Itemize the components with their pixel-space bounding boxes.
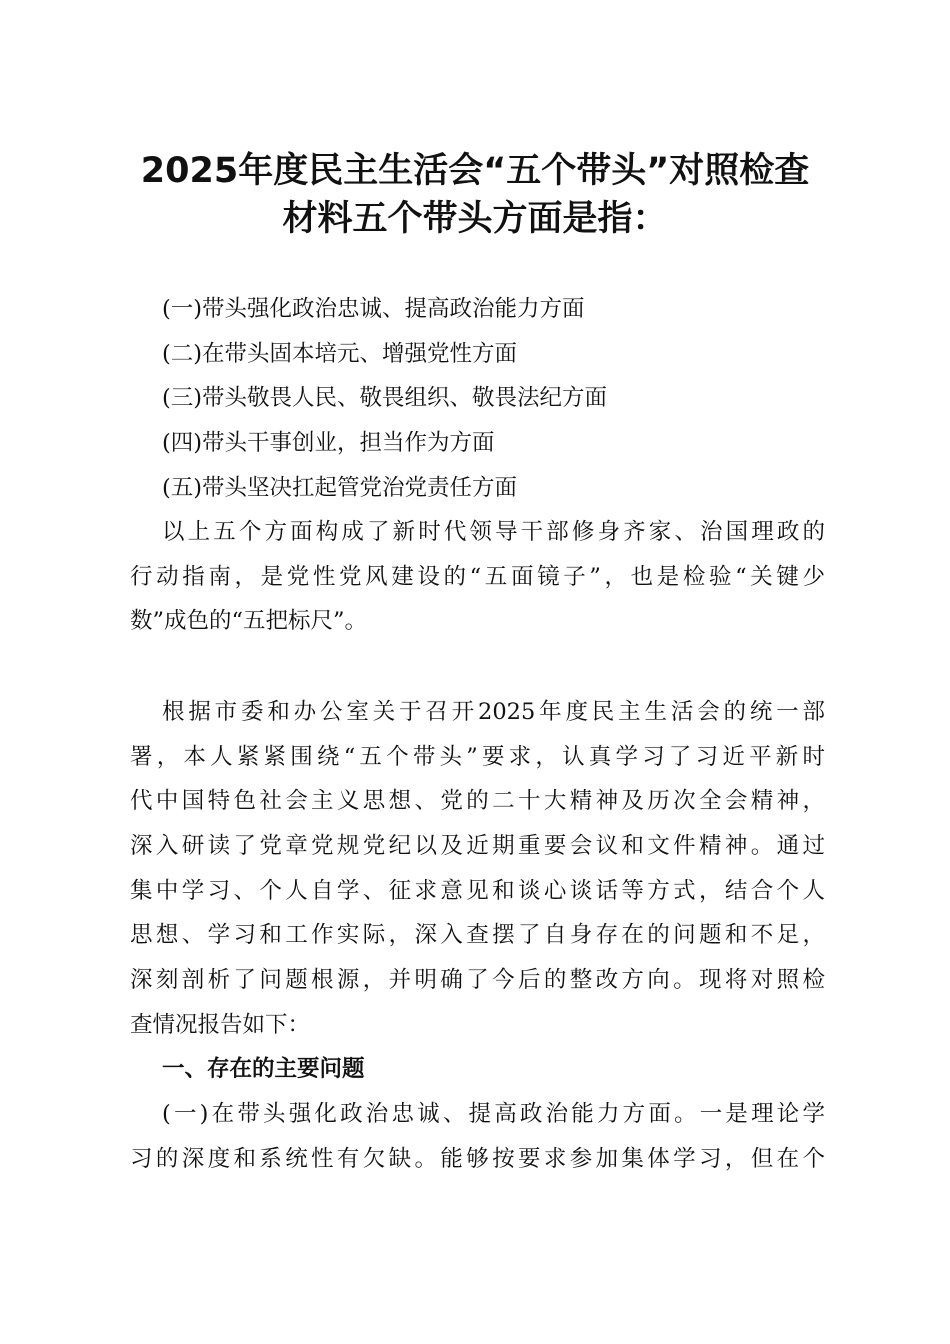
aspect-item: (四)带头干事创业，担当作为方面: [162, 430, 495, 456]
aspect-item: (三)带头敬畏人民、敬畏组织、敬畏法纪方面: [162, 385, 608, 411]
intro-line: 思想、学习和工作实际，深入查摆了自身存在的问题和不足，: [130, 922, 825, 948]
intro-line: 深入研读了党章党规党纪以及近期重要会议和文件精神。通过: [130, 833, 825, 859]
section-heading: 一、存在的主要问题: [162, 1056, 365, 1082]
document-title-line-1: 2025年度民主生活会“五个带头”对照检查: [140, 151, 810, 191]
intro-line: 代中国特色社会主义思想、党的二十大精神及历次全会精神，: [130, 788, 825, 814]
intro-line: 集中学习、个人自学、征求意见和谈心谈话等方式，结合个人: [130, 878, 825, 904]
aspect-item: (二)在带头固本培元、增强党性方面: [162, 341, 518, 367]
section-line: (一)在带头强化政治忠诚、提高政治能力方面。一是理论学: [162, 1101, 825, 1127]
intro-line: 查情况报告如下：: [130, 1012, 311, 1038]
aspect-item: (一)带头强化政治忠诚、提高政治能力方面: [162, 296, 585, 322]
aspect-item: (五)带头坚决扛起管党治党责任方面: [162, 475, 518, 501]
summary-line: 以上五个方面构成了新时代领导干部修身齐家、治国理政的: [162, 519, 825, 545]
intro-line: 根据市委和办公室关于召开2025年度民主生活会的统一部: [162, 699, 825, 725]
section-line: 习的深度和系统性有欠缺。能够按要求参加集体学习，但在个: [130, 1146, 825, 1172]
document-title-line-2: 材料五个带头方面是指：: [282, 199, 668, 239]
intro-line: 署，本人紧紧围绕“五个带头”要求，认真学习了习近平新时: [130, 744, 825, 770]
summary-line: 行动指南，是党性党风建设的“五面镜子”，也是检验“关键少: [130, 564, 825, 590]
summary-line: 数”成色的“五把标尺”。: [130, 608, 368, 634]
intro-line: 深刻剖析了问题根源，并明确了今后的整改方向。现将对照检: [130, 967, 825, 993]
